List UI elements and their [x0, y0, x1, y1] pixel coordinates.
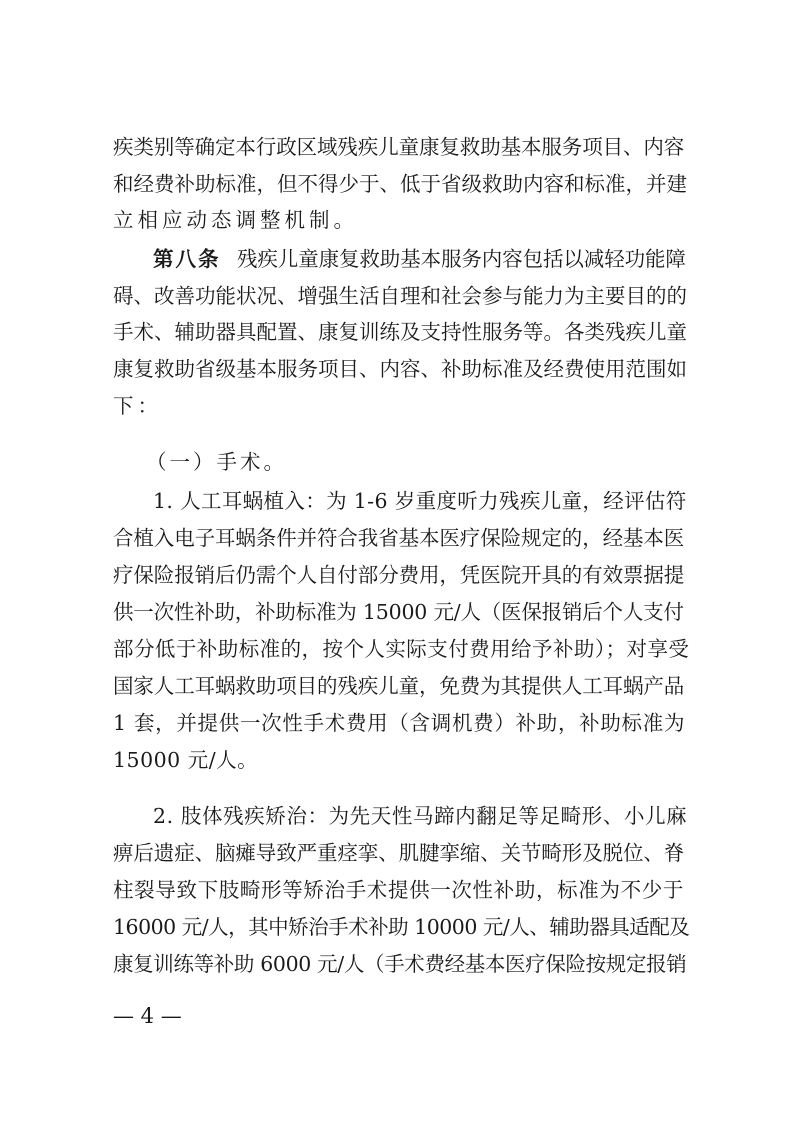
- text-line: 残疾儿童康复救助基本服务内容包括以减轻功能障: [237, 247, 686, 271]
- section-title: （一）手术。: [146, 450, 287, 474]
- text-line: 柱裂导致下肢畸形等矫治手术提供一次性补助，标准为不少于: [113, 878, 685, 902]
- text-line: 康复训练等补助 6000 元/人（手术费经基本医疗保险按规定报销: [113, 952, 687, 976]
- text-line: 16000 元/人，其中矫治手术补助 10000 元/人、辅助器具适配及: [113, 915, 690, 939]
- article-heading: 第八条: [153, 247, 221, 271]
- text-line: 供一次性补助，补助标准为 15000 元/人（医保报销后个人支付: [113, 600, 684, 624]
- page-number: — 4 —: [113, 1004, 182, 1028]
- text-line: 立相应动态调整机制。: [113, 208, 358, 232]
- text-line: 疗保险报销后仍需个人自付部分费用，凭医院开具的有效票据提: [113, 563, 685, 587]
- text-line: 碍、改善功能状况、增强生活自理和社会参与能力为主要目的的: [113, 284, 687, 308]
- text-line: 2. 肢体残疾矫治：为先天性马蹄内翻足等足畸形、小儿麻: [153, 804, 688, 828]
- text-line: 1. 人工耳蜗植入：为 1-6 岁重度听力残疾儿童，经评估符: [153, 489, 687, 513]
- text-line: 国家人工耳蜗救助项目的残疾儿童，免费为其提供人工耳蜗产品: [113, 674, 685, 698]
- text-line: 和经费补助标准，但不得少于、低于省级救助内容和标准，并建: [113, 172, 687, 196]
- text-line: 痹后遗症、脑瘫导致严重痉挛、肌腱挛缩、关节畸形及脱位、脊: [113, 841, 685, 865]
- text-line: 康复救助省级基本服务项目、内容、补助标准及经费使用范围如: [113, 357, 687, 381]
- text-line: 手术、辅助器具配置、康复训练及支持性服务等。各类残疾儿童: [113, 320, 687, 344]
- text-line: 部分低于补助标准的，按个人实际支付费用给予补助）；对享受: [113, 637, 690, 661]
- text-line: 合植入电子耳蜗条件并符合我省基本医疗保险规定的，经基本医: [113, 526, 685, 550]
- text-line: 15000 元/人。: [113, 748, 259, 772]
- text-line: 下：: [113, 394, 162, 418]
- text-line: 1 套，并提供一次性手术费用（含调机费）补助，补助标准为: [113, 711, 686, 735]
- text-line: 疾类别等确定本行政区域残疾儿童康复救助基本服务项目、内容: [113, 135, 685, 159]
